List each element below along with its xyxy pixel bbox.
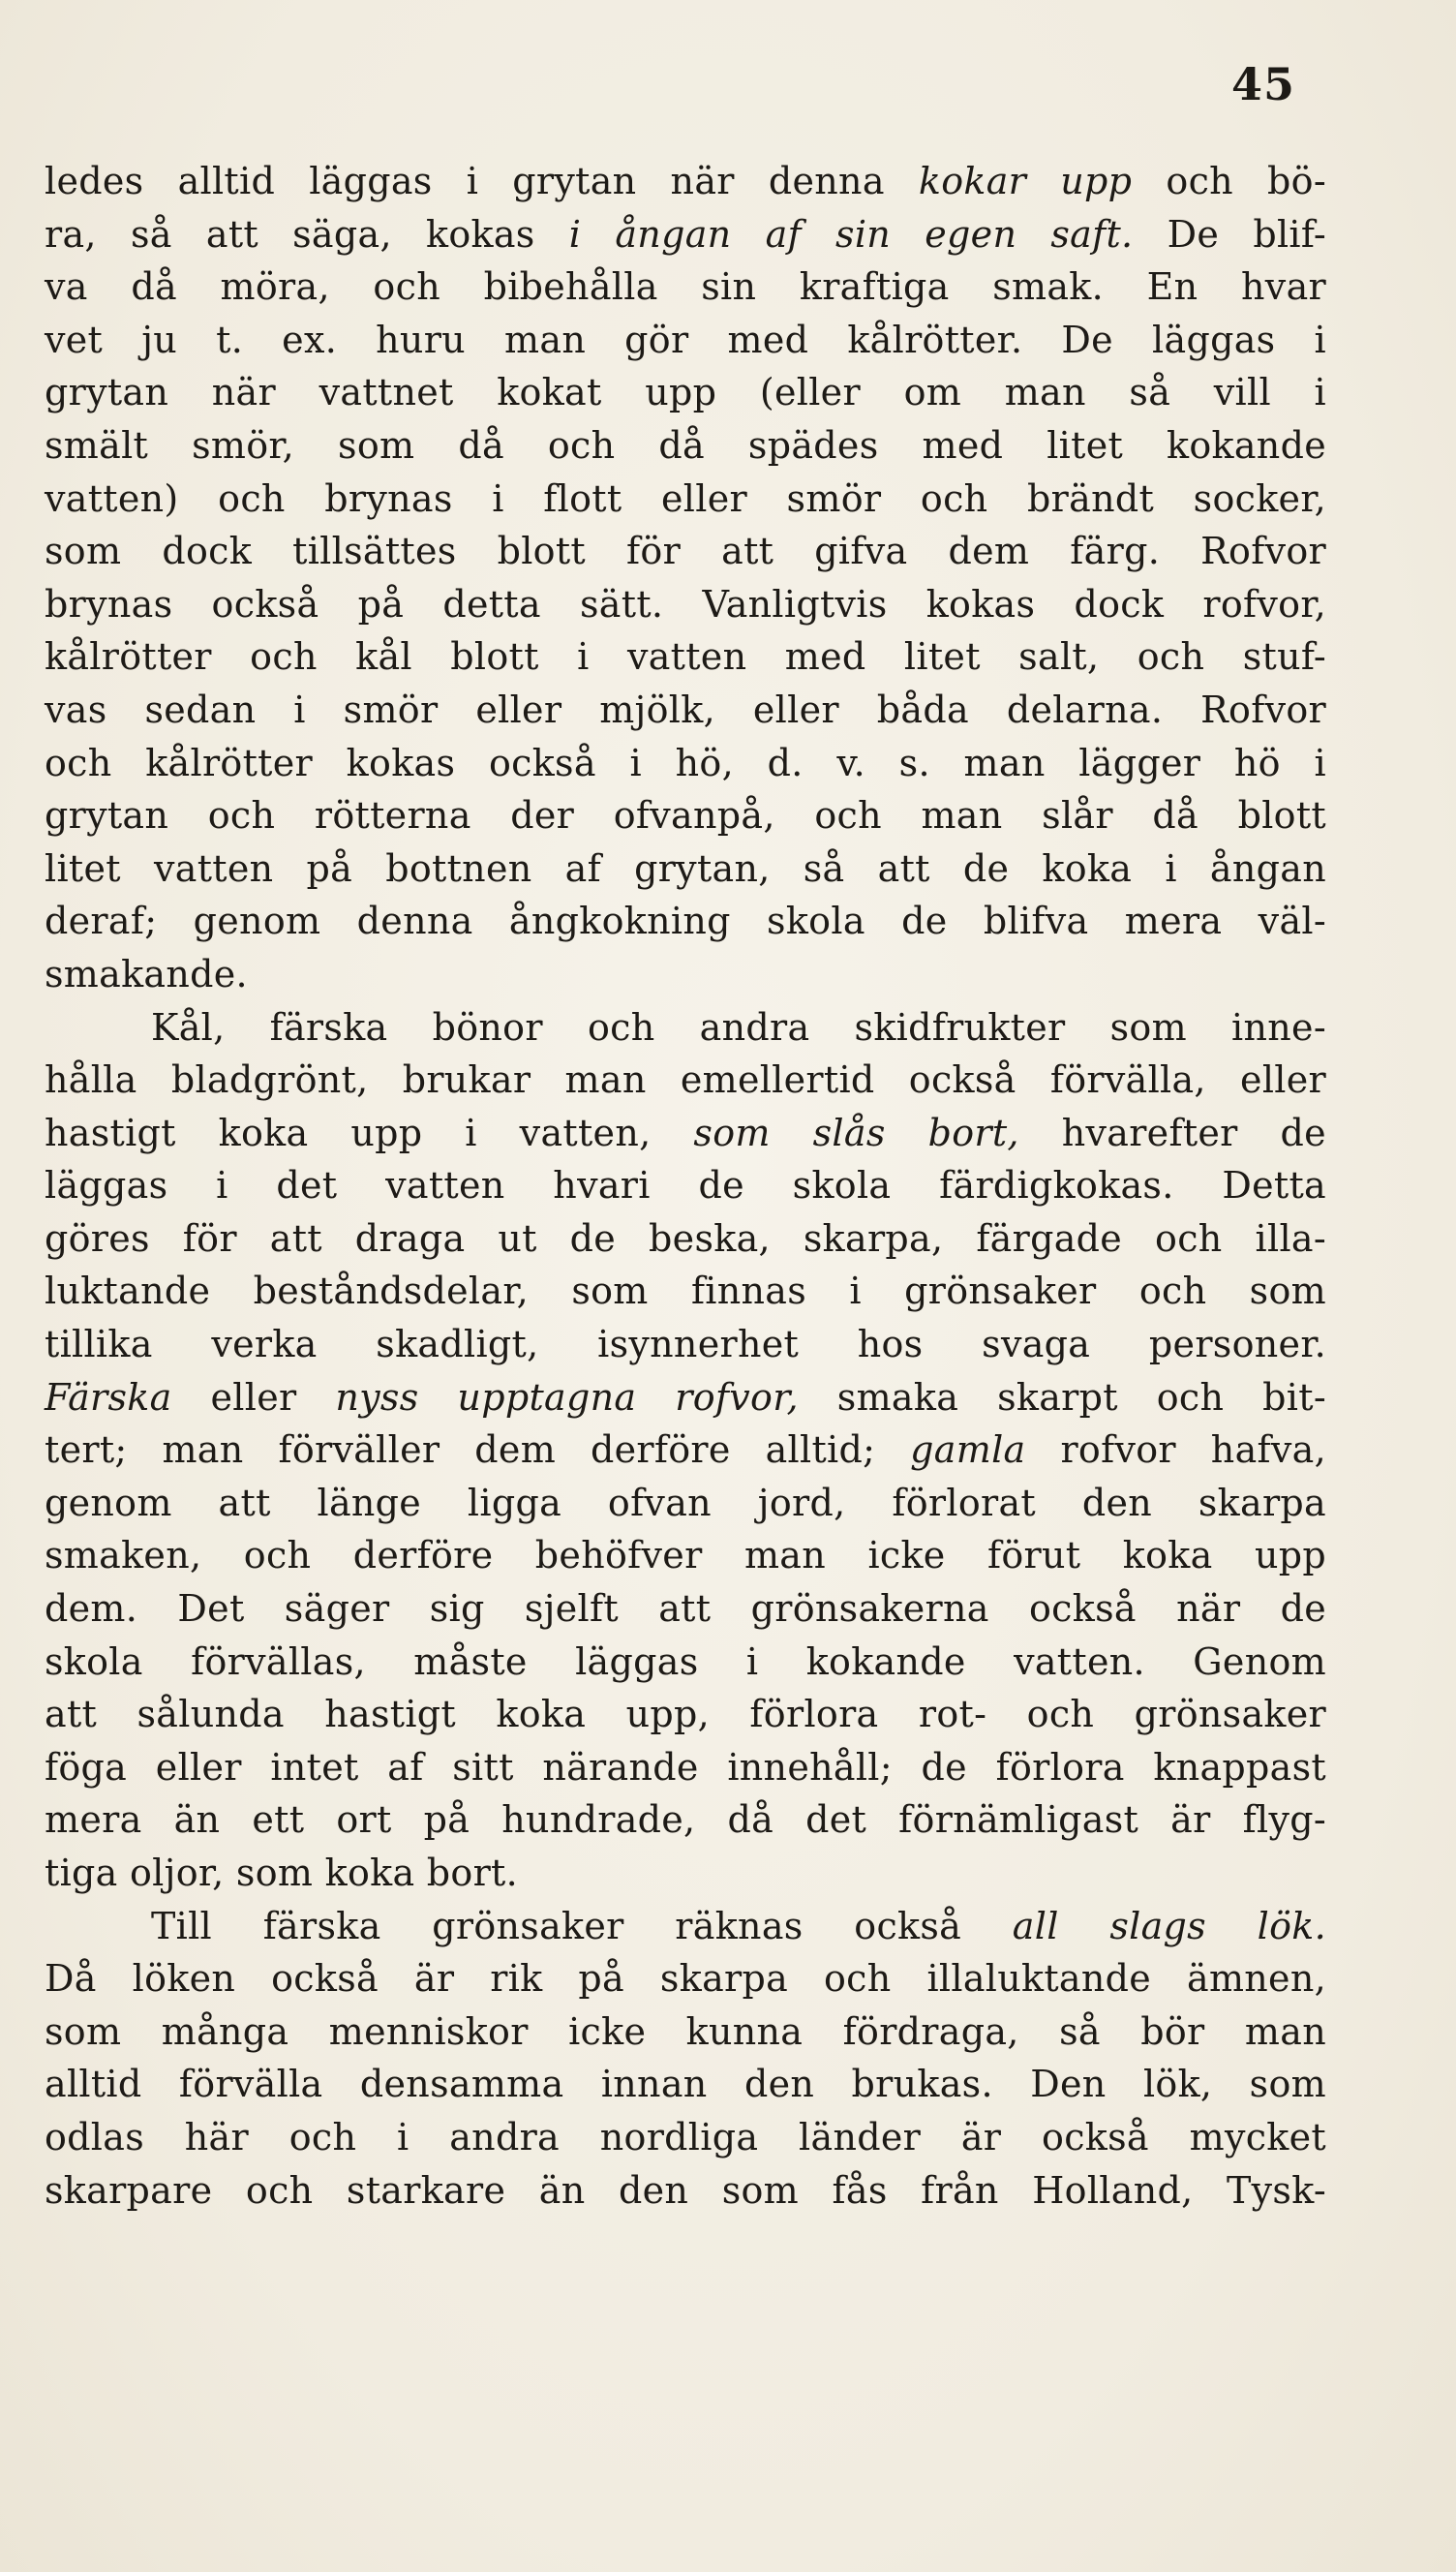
text-segment: mera än ett ort på hundrade, då det förnämligast är flyg- [45, 1798, 1326, 1842]
text-line [45, 1424, 1326, 1477]
text-line [45, 1529, 1326, 1582]
italic-text: Färska [45, 1375, 172, 1419]
text-line [45, 1688, 1326, 1741]
text-segment: brynas också på detta sätt. Vanligtvis kokas dock rofvor, [45, 582, 1326, 626]
text-line [45, 473, 1326, 526]
text-line [45, 1741, 1326, 1794]
text-segment: vatten) och brynas i flott eller smör och brändt socker, [45, 476, 1326, 520]
italic-text: nyss upptagna rofvor, [335, 1375, 799, 1419]
text-line [45, 948, 1326, 1001]
text-segment: litet vatten på bottnen af grytan, så att de koka i ångan [45, 846, 1326, 890]
text-line [45, 1001, 1326, 1055]
text-segment: Då löken också är rik på skarpa och illaluktande ämnen, [45, 1957, 1326, 2001]
text-line [45, 1900, 1326, 1953]
body-text [45, 155, 1326, 2217]
text-line [45, 1265, 1326, 1318]
text-line [45, 2006, 1326, 2059]
text-segment: ledes alltid läggas i grytan när denna [45, 160, 919, 202]
text-line [45, 1371, 1326, 1424]
text-line [45, 525, 1326, 578]
text-line [45, 314, 1326, 367]
text-line [45, 1582, 1326, 1636]
text-segment: va då möra, och bibehålla sin kraftiga smak. En hvar [45, 265, 1326, 309]
text-line [45, 1318, 1326, 1371]
text-line [45, 1793, 1326, 1847]
text-line [45, 578, 1326, 631]
text-line [45, 737, 1326, 790]
italic-text: gamla [910, 1428, 1026, 1472]
text-segment: alltid förvälla densamma innan den brukas. Den lök, som [45, 2063, 1326, 2106]
text-segment: göres för att draga ut de beska, skarpa, färgade och illa- [45, 1216, 1326, 1260]
text-line [45, 842, 1326, 896]
text-segment: smaka skarpt och bit- [798, 1375, 1326, 1419]
text-line [45, 2058, 1326, 2111]
text-segment: att sålunda hastigt koka upp, förlora rot- och grönsaker [45, 1693, 1326, 1736]
text-segment: grytan och rötterna der ofvanpå, och man slår då blott [45, 794, 1326, 838]
text-line [45, 1107, 1326, 1160]
text-line [45, 1847, 1326, 1900]
text-segment: skarpare och starkare än den som fås från Holland, Tysk- [45, 2168, 1326, 2212]
text-line [45, 2111, 1326, 2164]
text-segment: föga eller intet af sitt närande innehåll; de förlora knappast [45, 1745, 1326, 1789]
text-segment: smält smör, som då och då spädes med litet kokande [45, 423, 1326, 467]
text-segment: deraf; genom denna ångkokning skola de blifva mera väl- [45, 900, 1326, 943]
text-line [45, 2164, 1326, 2218]
text-segment: smakande. [45, 952, 248, 995]
text-segment: som dock tillsättes blott för att gifva dem färg. Rofvor [45, 530, 1326, 573]
text-line [45, 789, 1326, 842]
text-segment: läggas i det vatten hvari de skola färdigkokas. Detta [45, 1164, 1326, 1208]
text-line [45, 630, 1326, 684]
text-segment: tert; man förväller dem derföre alltid; [45, 1428, 911, 1472]
text-line [45, 419, 1326, 473]
text-line [45, 1636, 1326, 1689]
text-segment: grytan när vattnet kokat upp (eller om man så vill i [45, 371, 1326, 414]
text-segment: skola förvällas, måste läggas i kokande vatten. Genom [45, 1639, 1326, 1683]
text-line [45, 684, 1326, 737]
italic-text: i ångan af sin egen saft. [568, 212, 1134, 256]
text-segment: luktande beståndsdelar, som finnas i grönsaker och som [45, 1270, 1326, 1313]
italic-text: all slags lök. [1012, 1904, 1327, 1947]
text-line [45, 1159, 1326, 1212]
text-segment: dem. Det säger sig sjelft att grönsakerna också när de [45, 1587, 1326, 1631]
text-line [45, 1054, 1326, 1107]
text-line [45, 366, 1326, 419]
italic-text: kokar upp [918, 160, 1133, 202]
text-segment: Kål, färska bönor och andra skidfrukter som inne- [151, 1005, 1326, 1049]
text-segment: kålrötter och kål blott i vatten med litet salt, och stuf- [45, 635, 1326, 679]
text-segment: och kålrötter kokas också i hö, d. v. s. man lägger hö i [45, 741, 1326, 784]
text-segment: Till färska grönsaker räknas också [151, 1904, 1013, 1947]
text-line [45, 260, 1326, 314]
text-segment: som många menniskor icke kunna fördraga, så bör man [45, 2009, 1326, 2053]
text-segment: smaken, och derföre behöfver man icke förut koka upp [45, 1534, 1326, 1577]
text-segment: odlas här och i andra nordliga länder är också mycket [45, 2115, 1326, 2159]
text-line [45, 1212, 1326, 1266]
text-segment: ra, så att säga, kokas [45, 212, 569, 256]
text-line [45, 895, 1326, 948]
text-line [45, 155, 1326, 208]
text-line [45, 1952, 1326, 2006]
text-segment: genom att länge ligga ofvan jord, förlorat den skarpa [45, 1481, 1326, 1524]
text-segment: hastigt koka upp i vatten, [45, 1111, 694, 1154]
page-number: 45 [1230, 58, 1295, 110]
text-segment: De blif- [1133, 212, 1327, 256]
text-segment: rofvor hafva, [1025, 1428, 1327, 1472]
italic-text: som slås bort, [693, 1111, 1019, 1154]
text-segment: vet ju t. ex. huru man gör med kålrötter. De läggas i [45, 318, 1326, 361]
text-segment: och bö- [1132, 160, 1326, 202]
text-line [45, 1477, 1326, 1530]
text-segment: vas sedan i smör eller mjölk, eller båda delarna. Rofvor [45, 688, 1326, 731]
text-line [45, 208, 1326, 261]
text-segment: tillika verka skadligt, isynnerhet hos svaga personer. [45, 1323, 1326, 1366]
text-segment: hvarefter de [1018, 1111, 1326, 1154]
text-segment: hålla bladgrönt, brukar man emellertid också förvälla, eller [45, 1058, 1326, 1102]
text-segment: tiga oljor, som koka bort. [45, 1852, 518, 1894]
text-segment: eller [171, 1375, 336, 1419]
